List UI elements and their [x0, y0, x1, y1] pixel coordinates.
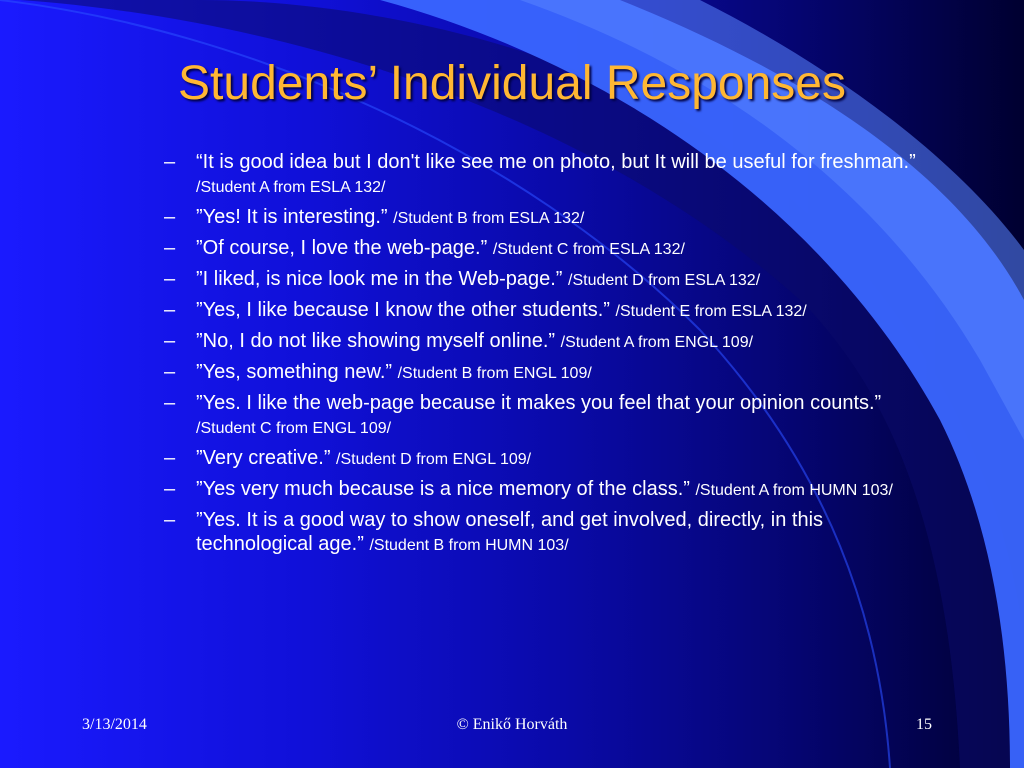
response-quote: ”Yes, I like because I know the other students.” — [196, 299, 610, 321]
response-quote: ”Very creative.” — [196, 447, 331, 469]
footer-author: © Enikő Horváth — [456, 716, 568, 733]
response-source: /Student A from ENGL 109/ — [560, 334, 754, 351]
bullet-dash: – — [164, 478, 176, 500]
bullet-dash: – — [164, 447, 176, 469]
response-source: /Student A from ESLA 132/ — [196, 179, 386, 196]
response-quote: ”No, I do not like showing myself online.” — [196, 330, 556, 352]
response-source: /Student D from ENGL 109/ — [336, 451, 532, 468]
list-item — [160, 150, 940, 200]
footer-date: 3/13/2014 — [82, 716, 147, 733]
bullet-dash: – — [164, 206, 176, 228]
response-quote: ”Yes. I like the web-page because it makes you feel that your opinion counts.” — [196, 392, 882, 414]
list-item — [160, 508, 940, 558]
bullet-dash: – — [164, 237, 176, 259]
response-source: /Student B from ESLA 132/ — [393, 210, 585, 227]
list-item — [160, 236, 940, 262]
response-quote: ”I liked, is nice look me in the Web-page.” — [196, 268, 563, 290]
response-source: /Student A from HUMN 103/ — [695, 482, 893, 499]
bullet-dash: – — [164, 151, 176, 173]
bullet-dash: – — [164, 330, 176, 352]
list-item — [160, 298, 940, 324]
response-source: /Student B from ENGL 109/ — [397, 365, 592, 382]
bullet-dash: – — [164, 509, 176, 531]
response-source: /Student B from HUMN 103/ — [369, 537, 569, 554]
response-quote: ”Yes very much because is a nice memory of the class.” — [196, 478, 690, 500]
list-item — [160, 360, 940, 386]
list-item — [160, 329, 940, 355]
bullet-dash: – — [164, 361, 176, 383]
list-item — [160, 446, 940, 472]
response-quote: ”Yes, something new.” — [196, 361, 393, 383]
bullet-dash: – — [164, 392, 176, 414]
list-item — [160, 205, 940, 231]
response-quote: ”Yes! It is interesting.” — [196, 206, 388, 228]
slide-title: Students’ Individual Responses — [178, 57, 846, 110]
response-source: /Student D from ESLA 132/ — [568, 272, 761, 289]
response-quote: ”Of course, I love the web-page.” — [196, 237, 488, 259]
list-item — [160, 267, 940, 293]
response-quote: “It is good idea but I don't like see me on photo, but It will be useful for freshman.” — [196, 151, 916, 173]
response-source: /Student E from ESLA 132/ — [615, 303, 807, 320]
list-item — [160, 477, 940, 503]
bullet-dash: – — [164, 268, 176, 290]
list-item — [160, 391, 940, 441]
footer-page-number: 15 — [916, 716, 932, 733]
response-quote: ”Yes. It is a good way to show oneself, and get involved, directly, in this technological age.” — [196, 509, 824, 555]
response-list — [160, 150, 940, 563]
response-source: /Student C from ENGL 109/ — [196, 420, 392, 437]
bullet-dash: – — [164, 299, 176, 321]
response-source: /Student C from ESLA 132/ — [492, 241, 685, 258]
